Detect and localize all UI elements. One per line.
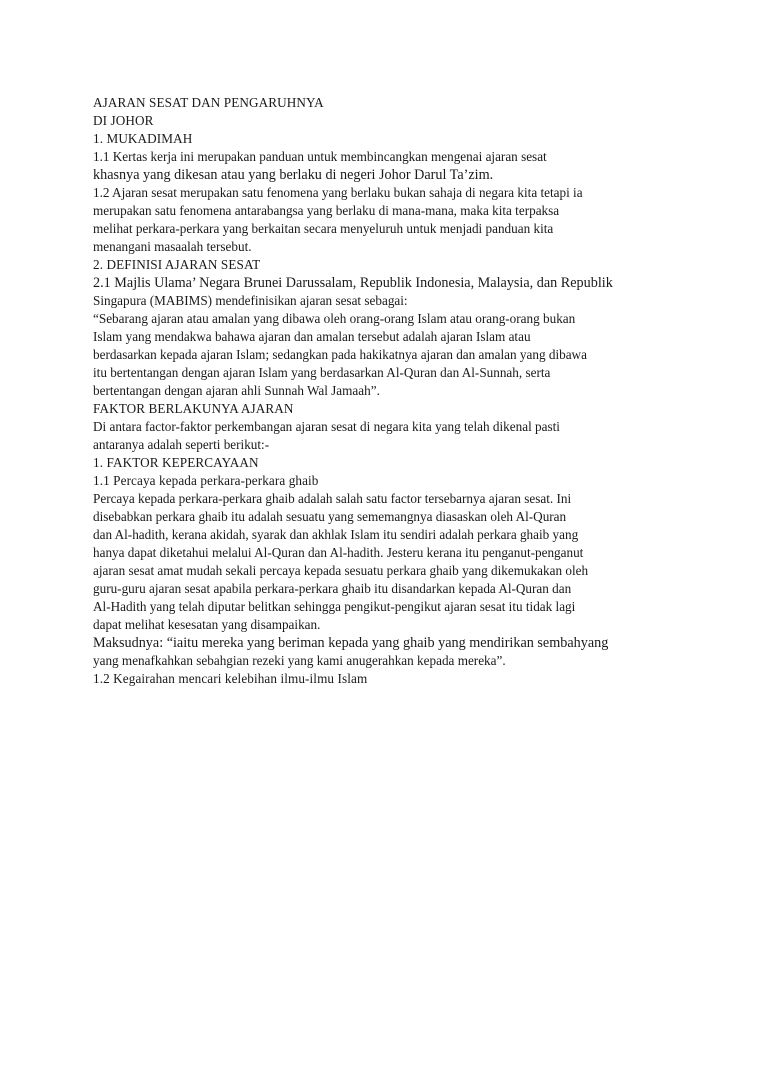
section-heading-mukadimah: 1. MUKADIMAH	[93, 131, 193, 146]
document-page	[93, 94, 683, 688]
text-line: khasnya yang dikesan atau yang berlaku di negeri Johor Darul Ta’zim.	[93, 167, 494, 183]
section-heading-faktor: FAKTOR BERLAKUNYA AJARAN	[93, 401, 294, 416]
text-line: guru-guru ajaran sesat apabila perkara-perkara ghaib itu disandarkan kepada Al-Quran dan	[93, 581, 572, 596]
text-line: itu bertentangan dengan ajaran Islam yang berdasarkan Al-Quran dan Al-Sunnah, serta	[93, 365, 551, 380]
text-line: Maksudnya: “iaitu mereka yang beriman kepada yang ghaib yang mendirikan sembahyang	[93, 635, 609, 651]
text-line: merupakan satu fenomena antarabangsa yang berlaku di mana-mana, maka kita terpaksa	[93, 203, 560, 218]
subheading-1-2: 1.2 Kegairahan mencari kelebihan ilmu-ilmu Islam	[93, 671, 368, 686]
text-line: ajaran sesat amat mudah sekali percaya kepada sesuatu perkara ghaib yang dikemukakan oleh	[93, 563, 589, 578]
text-line: disebabkan perkara ghaib itu adalah sesuatu yang sememangnya diasaskan oleh Al-Quran	[93, 509, 567, 524]
text-line: “Sebarang ajaran atau amalan yang dibawa oleh orang-orang Islam atau orang-orang bukan	[93, 311, 576, 326]
text-line: melihat perkara-perkara yang berkaitan secara menyeluruh untuk menjadi panduan kita	[93, 221, 554, 236]
text-line: Islam yang mendakwa bahawa ajaran dan amalan tersebut adalah ajaran Islam atau	[93, 329, 531, 344]
text-line: antaranya adalah seperti berikut:-	[93, 437, 270, 452]
text-line: Percaya kepada perkara-perkara ghaib adalah salah satu factor tersebarnya ajaran sesat. Ini	[93, 491, 572, 506]
section-heading-definisi: 2. DEFINISI AJARAN SESAT	[93, 257, 261, 272]
paragraph-maksudnya	[93, 634, 683, 670]
text-line: Singapura (MABIMS) mendefinisikan ajaran sesat sebagai:	[93, 293, 408, 308]
text-line: 1.1 Kertas kerja ini merupakan panduan untuk membincangkan mengenai ajaran sesat	[93, 149, 547, 164]
text-line: hanya dapat diketahui melalui Al-Quran dan Al-hadith. Jesteru kerana itu penganut-penganut	[93, 545, 584, 560]
paragraph-2-1	[93, 274, 683, 400]
subheading-1-1: 1.1 Percaya kepada perkara-perkara ghaib	[93, 473, 319, 488]
section-heading-kepercayaan: 1. FAKTOR KEPERCAYAAN	[93, 455, 259, 470]
title-line: AJARAN SESAT DAN PENGARUHNYA	[93, 95, 324, 110]
paragraph-1-1	[93, 148, 683, 184]
text-line: menangani masaalah tersebut.	[93, 239, 252, 254]
text-line: bertentangan dengan ajaran ahli Sunnah Wal Jamaah”.	[93, 383, 380, 398]
text-line: 1.2 Ajaran sesat merupakan satu fenomena yang berlaku bukan sahaja di negara kita tetapi ia	[93, 185, 583, 200]
title-line: DI JOHOR	[93, 113, 154, 128]
text-line: dapat melihat kesesatan yang disampaikan.	[93, 617, 321, 632]
text-line: 2.1 Majlis Ulama’ Negara Brunei Darussalam, Republik Indonesia, Malaysia, dan Republik	[93, 275, 613, 291]
text-line: yang menafkahkan sebahgian rezeki yang kami anugerahkan kepada mereka”.	[93, 653, 506, 668]
paragraph-1-2	[93, 184, 683, 256]
text-line: Al-Hadith yang telah diputar belitkan sehingga pengikut-pengikut ajaran sesat itu tidak lagi	[93, 599, 576, 614]
paragraph-faktor-intro	[93, 418, 683, 454]
text-line: dan Al-hadith, kerana akidah, syarak dan akhlak Islam itu sendiri adalah perkara ghaib yang	[93, 527, 579, 542]
document-title	[93, 94, 683, 130]
text-line: berdasarkan kepada ajaran Islam; sedangkan pada hakikatnya ajaran dan amalan yang dibawa	[93, 347, 587, 362]
text-line: Di antara factor-faktor perkembangan ajaran sesat di negara kita yang telah dikenal pasti	[93, 419, 560, 434]
paragraph-ghaib	[93, 490, 683, 634]
